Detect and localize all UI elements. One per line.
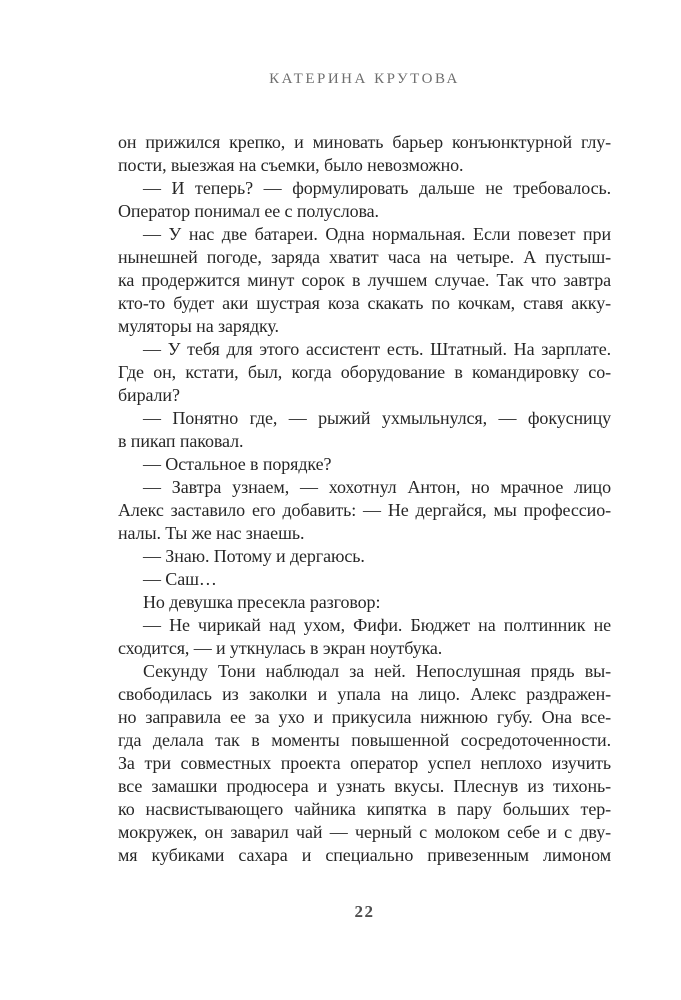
text-line: Где он, кстати, был, когда оборудование в командировку со-	[118, 362, 611, 382]
text-line: муляторы на зарядку.	[118, 316, 279, 336]
text-line: ко насвистывающего чайника кипятка в пару больших тер-	[118, 799, 611, 819]
paragraph	[118, 591, 611, 614]
text-line: — У тебя для этого ассистент есть. Штатный. На зарплате.	[143, 339, 611, 359]
text-line: налы. Ты же нас знаешь.	[118, 523, 305, 543]
text-line: — Саш…	[143, 569, 217, 589]
text-line: Алекс заставило его добавить: — Не дергайся, мы профессио-	[118, 500, 611, 520]
text-line: кто-то будет аки шустрая коза скакать по кочкам, ставя акку-	[118, 293, 611, 313]
paragraph	[118, 223, 611, 338]
text-line: — Понятно где, — рыжий ухмыльнулся, — фокусницу	[143, 408, 611, 428]
text-line: он прижился крепко, и миновать барьер конъюнктурной глу-	[118, 132, 611, 152]
text-line: Секунду Тони наблюдал за ней. Непослушная прядь вы-	[143, 661, 611, 681]
paragraph	[118, 453, 611, 476]
running-header: КАТЕРИНА КРУТОВА	[269, 71, 460, 87]
text-line: — У нас две батареи. Одна нормальная. Если повезет при	[143, 224, 611, 244]
paragraph	[118, 545, 611, 568]
text-line: Оператор понимал ее с полуслова.	[118, 201, 379, 221]
paragraph	[118, 407, 611, 453]
paragraph	[118, 476, 611, 545]
text-line: — Завтра узнаем, — хохотнул Антон, но мрачное лицо	[143, 477, 611, 497]
text-line: но заправила ее за ухо и прикусила нижнюю губу. Она все-	[118, 707, 611, 727]
page-body	[118, 131, 611, 867]
text-line: — Знаю. Потому и дергаюсь.	[143, 546, 365, 566]
text-line: свободилась из заколки и упала на лицо. Алекс раздражен-	[118, 684, 611, 704]
text-line: в пикап паковал.	[118, 431, 244, 451]
text-line: все замашки продюсера и узнать вкусы. Плеснув из тихонь-	[118, 776, 611, 796]
text-line: — Остальное в порядке?	[143, 454, 332, 474]
paragraph	[118, 660, 611, 867]
text-line: — И теперь? — формулировать дальше не требовалось.	[143, 178, 611, 198]
text-line: За три совместных проекта оператор успел неплохо изучить	[118, 753, 611, 773]
text-line: гда делала так в моменты повышенной сосредоточенности.	[118, 730, 611, 750]
text-line: — Не чирикай над ухом, Фифи. Бюджет на полтинник не	[143, 615, 611, 635]
text-line: нынешней погоде, заряда хватит часа на четыре. А пустыш-	[118, 247, 611, 267]
text-line: бирали?	[118, 385, 180, 405]
paragraph	[118, 131, 611, 177]
text-line: мя кубиками сахара и специально привезенным лимоном	[118, 845, 611, 865]
text-line: пости, выезжая на съемки, было невозможно.	[118, 155, 464, 175]
paragraph	[118, 614, 611, 660]
text-line: сходится, — и уткнулась в экран ноутбука.	[118, 638, 443, 658]
paragraph	[118, 338, 611, 407]
text-line: мокружек, он заварил чай — черный с молоком себе и с дву-	[118, 822, 611, 842]
paragraph	[118, 177, 611, 223]
text-line: ка продержится минут сорок в лучшем случае. Так что завтра	[118, 270, 611, 290]
paragraph	[118, 568, 611, 591]
text-line: Но девушка пресекла разговор:	[143, 592, 381, 612]
page-number: 22	[354, 902, 375, 921]
